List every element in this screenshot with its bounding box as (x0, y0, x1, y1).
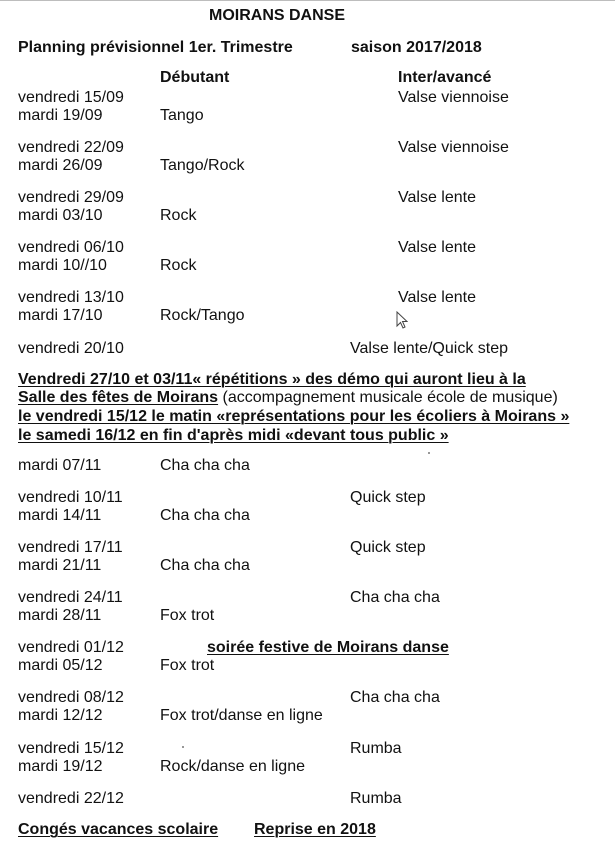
schedule-date: mardi 26/09 (18, 157, 103, 174)
schedule-date: mardi 05/12 (18, 657, 103, 674)
schedule-dance-beginner: Cha cha cha (160, 507, 250, 524)
schedule-date: vendredi 24/11 (18, 589, 123, 606)
schedule-dance-advanced: Valse lente (398, 189, 476, 206)
schedule-dance-beginner: Fox trot/danse en ligne (160, 707, 323, 724)
schedule-date: vendredi 29/09 (18, 189, 124, 206)
announcement-school-show: le vendredi 15/12 le matin «représentations pour les écoliers à Moirans » (18, 408, 570, 425)
schedule-date: vendredi 10/11 (18, 489, 123, 506)
schedule-dance-advanced: Valse lente (398, 239, 476, 256)
schedule-dance-advanced: Cha cha cha (350, 589, 440, 606)
schedule-date: vendredi 01/12 (18, 639, 124, 656)
schedule-dance-beginner: Cha cha cha (160, 557, 250, 574)
schedule-dance-advanced: Valse viennoise (398, 89, 509, 106)
season-label: saison 2017/2018 (351, 39, 482, 56)
schedule-dance-beginner: Tango (160, 107, 204, 124)
schedule-date: vendredi 15/09 (18, 89, 124, 106)
venue-note: (accompagnement musicale école de musique) (218, 389, 558, 406)
holidays-note: Congés vacances scolaire (18, 821, 219, 838)
festive-evening: soirée festive de Moirans danse (207, 639, 449, 656)
announcement-rehearsals: Vendredi 27/10 et 03/11« répétitions » des démo qui auront lieu à la (18, 371, 526, 388)
schedule-dance-advanced: Valse viennoise (398, 139, 509, 156)
schedule-date: mardi 19/12 (18, 758, 103, 775)
schedule-dance-beginner: Fox trot (160, 657, 215, 674)
resume-note: Reprise en 2018 (254, 821, 376, 838)
announcement-venue (18, 389, 558, 407)
schedule-date: mardi 10//10 (18, 257, 107, 274)
schedule-date: mardi 28/11 (18, 607, 102, 624)
schedule-date: vendredi 15/12 (18, 740, 124, 757)
schedule-dance-advanced: Valse lente (398, 289, 476, 306)
schedule-dance-beginner: Rock/danse en ligne (160, 758, 305, 775)
page-title: MOIRANS DANSE (209, 7, 346, 24)
schedule-date: vendredi 17/11 (18, 539, 123, 556)
column-header-advanced: Inter/avancé (398, 69, 492, 86)
schedule-dance-beginner: Rock (160, 207, 197, 224)
schedule-dance-beginner: Fox trot (160, 607, 215, 624)
top-rule (0, 0, 615, 1)
schedule-date: mardi 12/12 (18, 707, 103, 724)
schedule-date: mardi 07/11 (18, 457, 102, 474)
schedule-date: mardi 03/10 (18, 207, 103, 224)
planning-heading: Planning prévisionnel 1er. Trimestre (18, 39, 293, 56)
schedule-dance-advanced: Rumba (350, 790, 402, 807)
venue-name: Salle des fêtes de Moirans (18, 389, 219, 406)
schedule-dance-advanced: Valse lente/Quick step (350, 340, 509, 357)
schedule-date: mardi 21/11 (18, 557, 102, 574)
schedule-dance-advanced: Quick step (350, 539, 426, 556)
schedule-date: mardi 14/11 (18, 507, 102, 524)
scan-speck (182, 746, 184, 748)
schedule-date: vendredi 06/10 (18, 239, 124, 256)
schedule-date: vendredi 22/09 (18, 139, 124, 156)
schedule-dance-advanced: Quick step (350, 489, 426, 506)
announcement-public-show: le samedi 16/12 en fin d'après midi «devant tous public » (18, 427, 449, 444)
schedule-dance-beginner: Rock (160, 257, 197, 274)
schedule-date: mardi 19/09 (18, 107, 103, 124)
schedule-dance-advanced: Cha cha cha (350, 689, 440, 706)
schedule-dance-advanced: Rumba (350, 740, 402, 757)
schedule-date: vendredi 20/10 (18, 340, 124, 357)
schedule-date: mardi 17/10 (18, 307, 103, 324)
mouse-pointer-icon (396, 311, 408, 331)
schedule-dance-beginner: Cha cha cha (160, 457, 250, 474)
schedule-date: vendredi 08/12 (18, 689, 124, 706)
schedule-dance-beginner: Tango/Rock (160, 157, 245, 174)
schedule-date: vendredi 13/10 (18, 289, 124, 306)
schedule-date: vendredi 22/12 (18, 790, 124, 807)
schedule-dance-beginner: Rock/Tango (160, 307, 245, 324)
scan-speck (428, 452, 430, 454)
column-header-beginner: Débutant (160, 69, 230, 86)
